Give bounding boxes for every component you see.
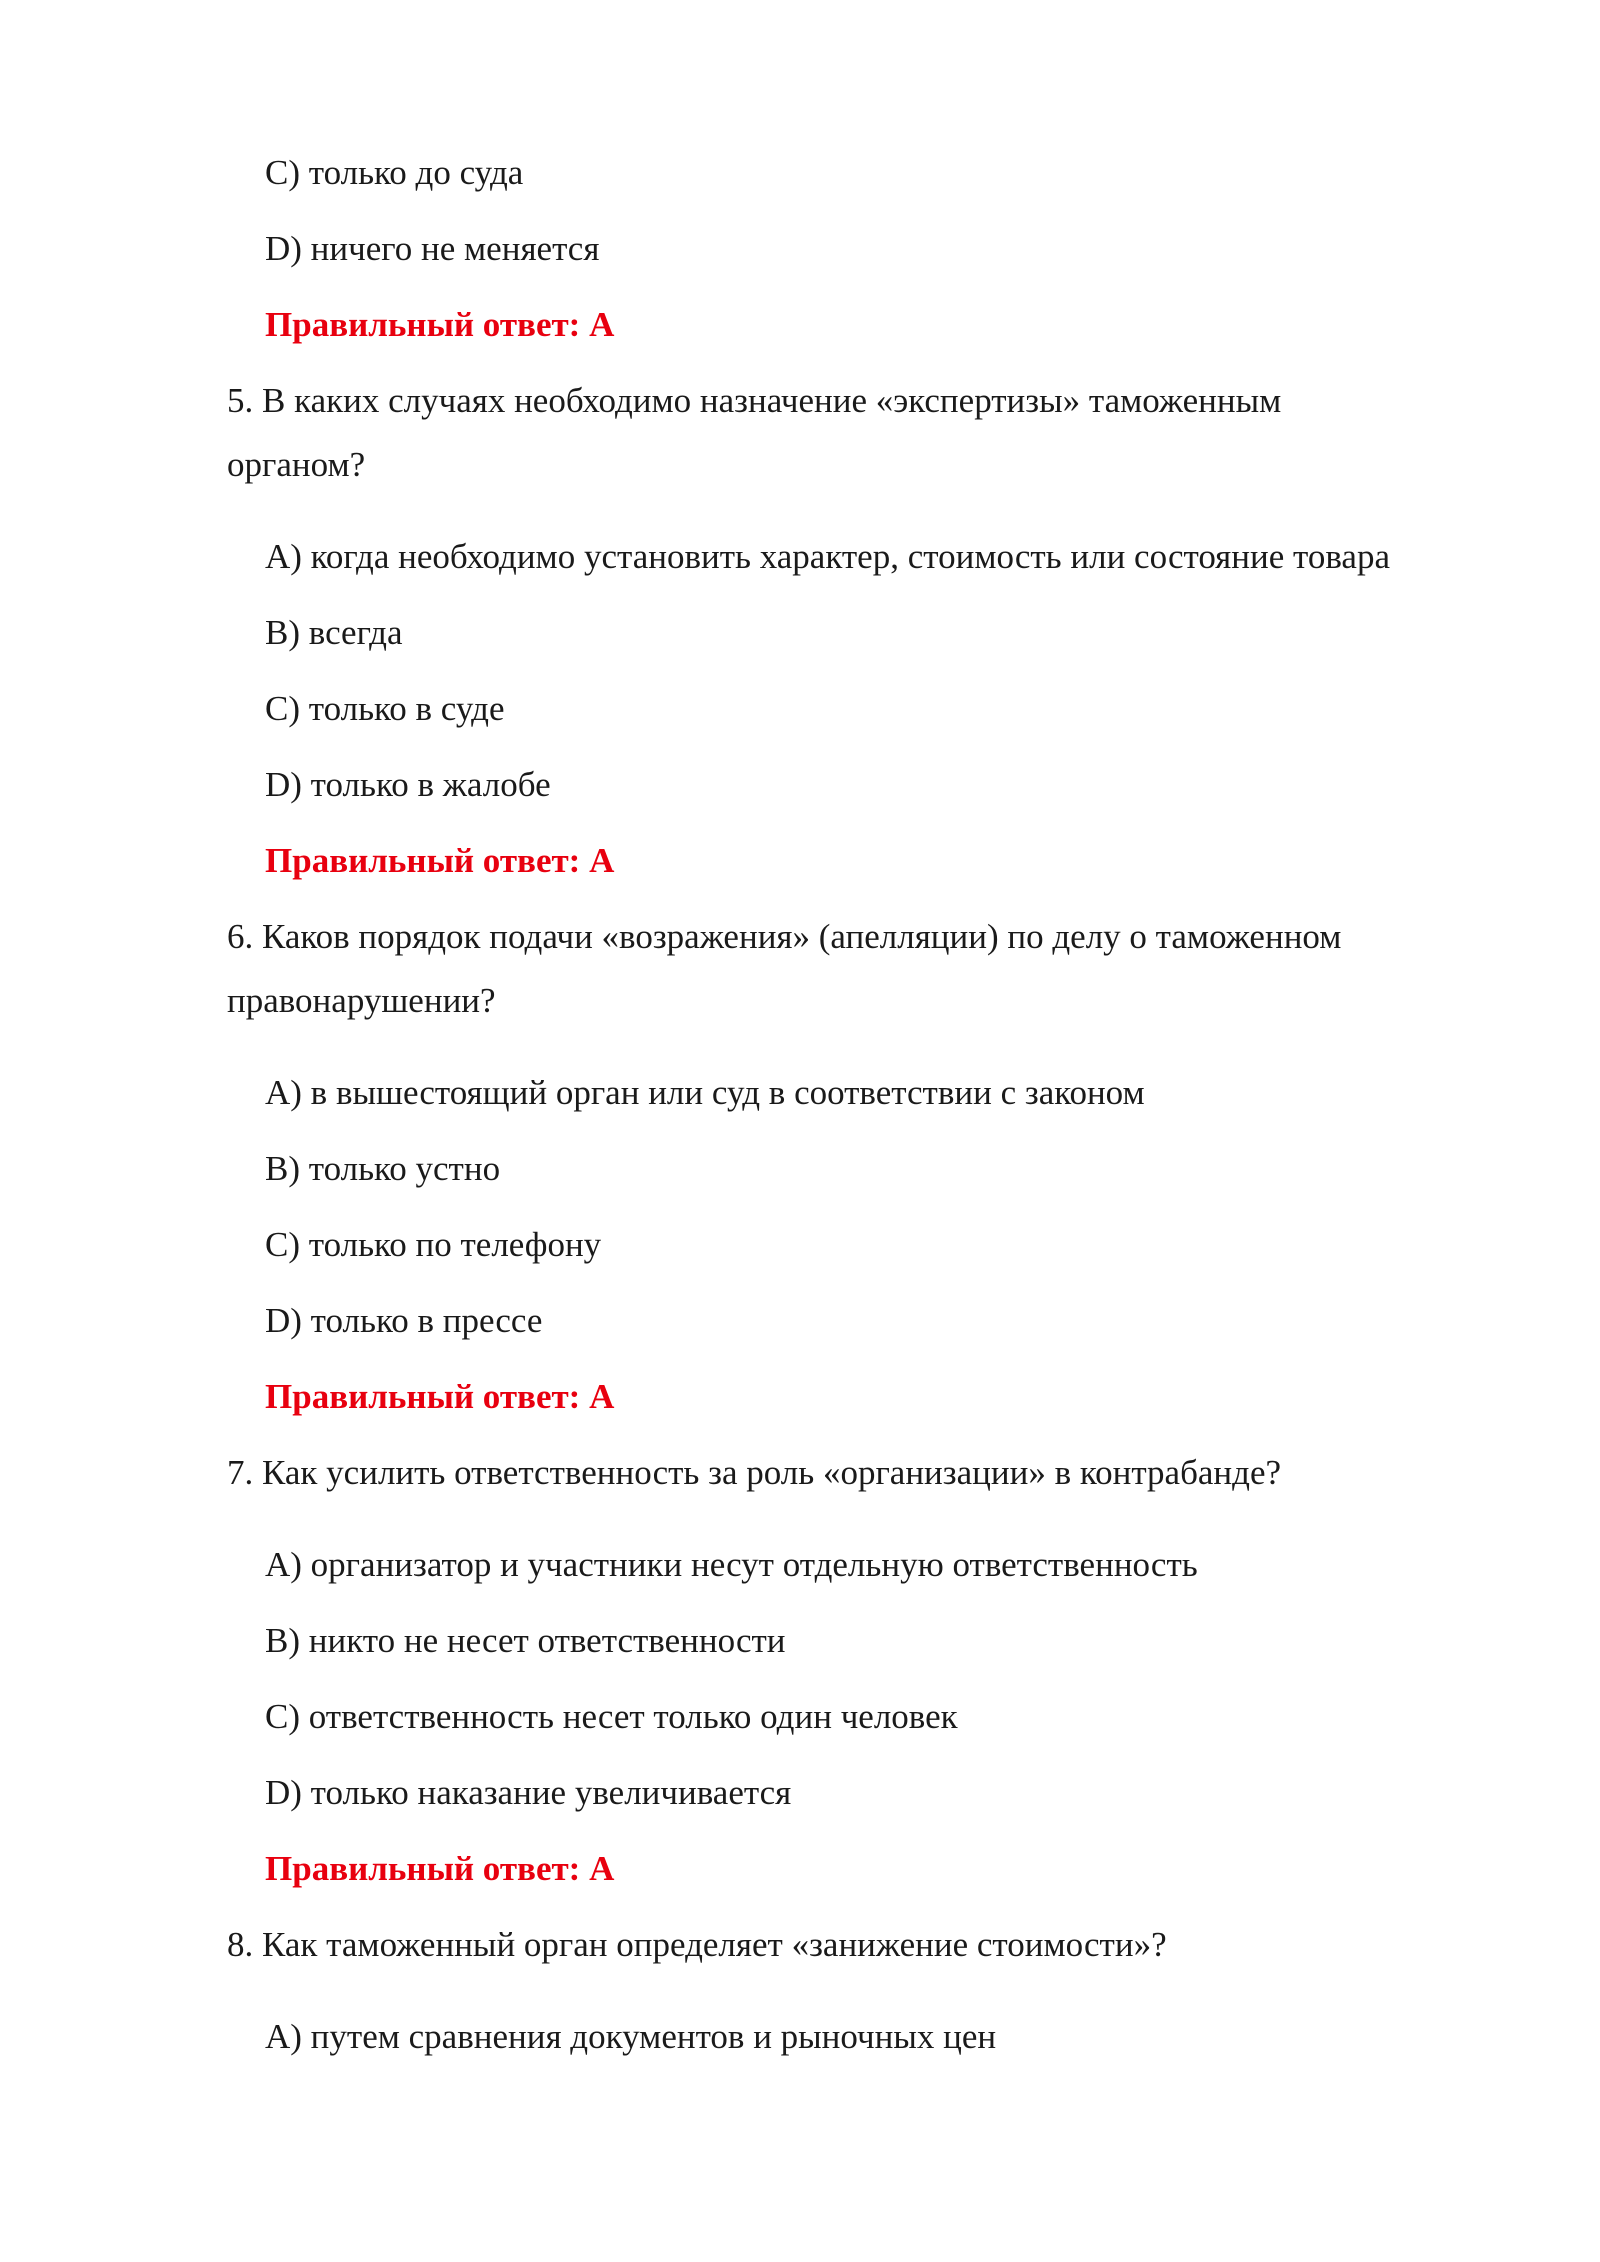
q6-question-line2: правонарушении? bbox=[227, 981, 496, 1020]
q5-option-b: B) всегда bbox=[265, 613, 403, 652]
q6-correct-answer: Правильный ответ: A bbox=[265, 1377, 615, 1416]
q7-option-a: A) организатор и участники несут отдельную ответственность bbox=[265, 1545, 1198, 1584]
q6-option-d: D) только в прессе bbox=[265, 1301, 543, 1340]
q6-option-a: A) в вышестоящий орган или суд в соответствии с законом bbox=[265, 1073, 1145, 1112]
q5-option-a: A) когда необходимо установить характер, стоимость или состояние товара bbox=[265, 537, 1390, 576]
q7-option-c: C) ответственность несет только один человек bbox=[265, 1697, 958, 1736]
q8-question-line1: 8. Как таможенный орган определяет «занижение стоимости»? bbox=[227, 1925, 1167, 1964]
q7-option-d: D) только наказание увеличивается bbox=[265, 1773, 792, 1812]
q5-option-d: D) только в жалобе bbox=[265, 765, 551, 804]
q6-option-b: B) только устно bbox=[265, 1149, 501, 1188]
q8-option-a: A) путем сравнения документов и рыночных цен bbox=[265, 2017, 997, 2056]
q5-option-c: C) только в суде bbox=[265, 689, 505, 728]
q6-option-c: C) только по телефону bbox=[265, 1225, 602, 1264]
q6-question-line1: 6. Каков порядок подачи «возражения» (апелляции) по делу о таможенном bbox=[227, 917, 1342, 956]
q5-question-line2: органом? bbox=[227, 445, 366, 484]
q7-correct-answer: Правильный ответ: A bbox=[265, 1849, 615, 1888]
q7-question-line1: 7. Как усилить ответственность за роль «организации» в контрабанде? bbox=[227, 1453, 1282, 1492]
q5-question-line1: 5. В каких случаях необходимо назначение «экспертизы» таможенным bbox=[227, 381, 1282, 420]
q4-option-d: D) ничего не меняется bbox=[265, 229, 600, 268]
q4-correct-answer: Правильный ответ: A bbox=[265, 305, 615, 344]
q7-option-b: B) никто не несет ответственности bbox=[265, 1621, 786, 1660]
q4-option-c: С) только до суда bbox=[265, 153, 524, 192]
q5-correct-answer: Правильный ответ: A bbox=[265, 841, 615, 880]
